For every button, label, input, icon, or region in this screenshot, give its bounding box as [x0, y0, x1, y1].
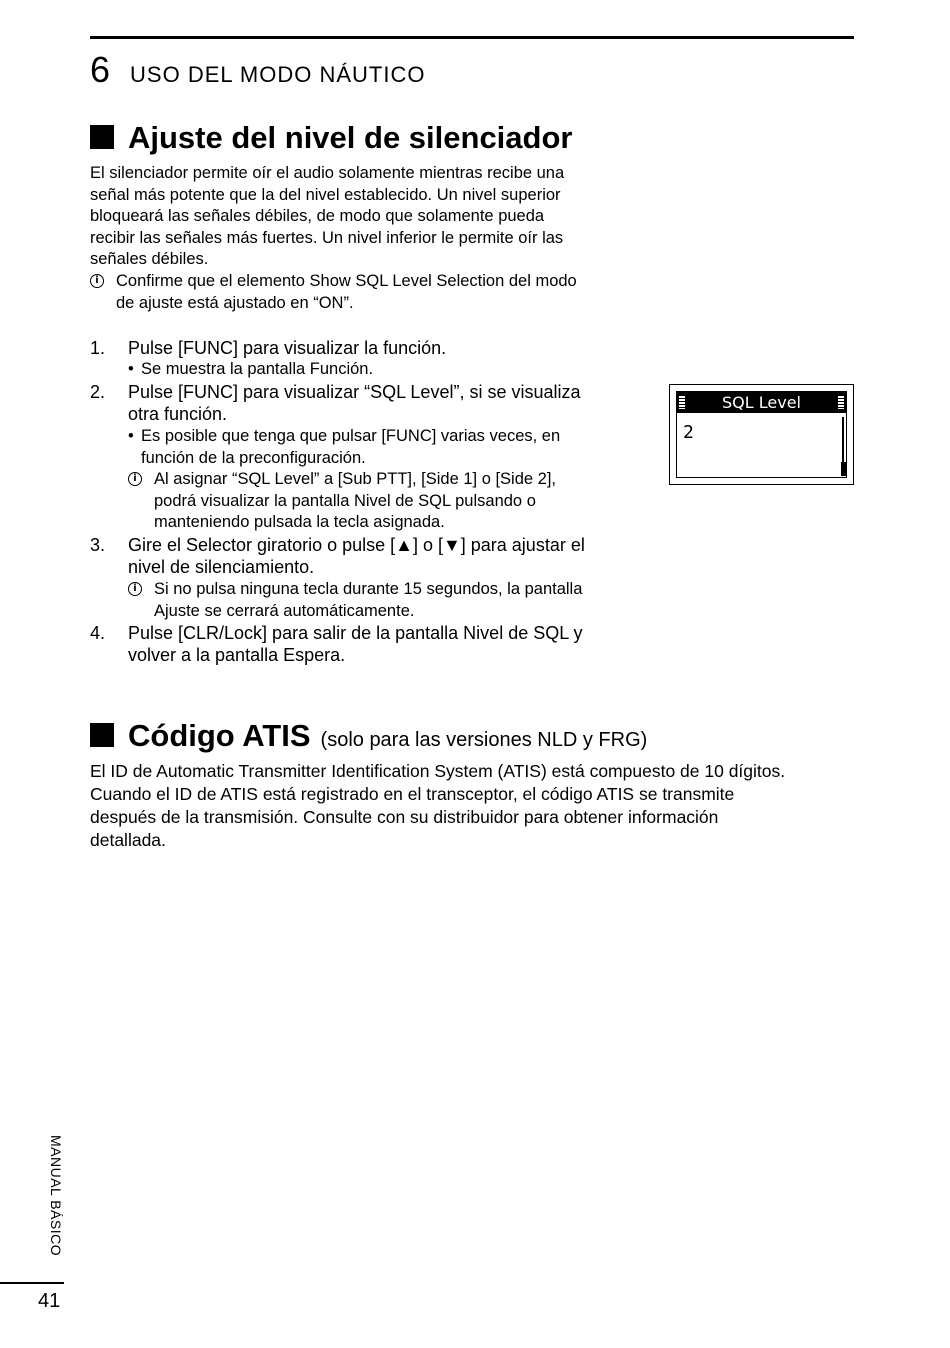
- chapter-title: USO DEL MODO NÁUTICO: [130, 62, 426, 87]
- note-line: manteniendo pulsada la tecla asignada.: [154, 513, 445, 531]
- lcd-title-bar: [677, 392, 846, 413]
- step-2-note: [128, 469, 556, 534]
- note-line: Ajuste se cerrará automáticamente.: [154, 601, 415, 620]
- atis-line: después de la transmisión. Consulte con su distribuidor para obtener información: [90, 807, 719, 827]
- square-bullet-icon: [90, 125, 114, 149]
- note-line: Confirme que el elemento Show SQL Level Selection del modo: [116, 272, 577, 290]
- bullet-dot: •: [128, 360, 134, 378]
- step-number: 4.: [90, 623, 106, 643]
- atis-line: Cuando el ID de ATIS está registrado en el transceptor, el código ATIS se transmite: [90, 784, 735, 804]
- side-manual-label: MANUAL BÁSICO: [48, 1135, 64, 1257]
- step-text: [128, 381, 581, 425]
- square-bullet-icon: [90, 723, 114, 747]
- step-1-bullet: [128, 359, 373, 381]
- section-heading-atis: [90, 718, 647, 754]
- info-circle-icon: i: [128, 472, 142, 486]
- step-2: [90, 381, 650, 427]
- step-line: Pulse [CLR/Lock] para salir de la pantalla Nivel de SQL y: [128, 623, 583, 643]
- lcd-title: SQL Level: [722, 393, 801, 412]
- intro-line: El silenciador permite oír el audio solamente mientras recibe una: [90, 164, 565, 182]
- note-line: Al asignar “SQL Level” a [Sub PTT], [Side 1] o [Side 2],: [154, 470, 557, 488]
- step-text: [128, 622, 583, 666]
- bullet-text: Se muestra la pantalla Función.: [141, 360, 374, 378]
- intro-note: [90, 271, 577, 314]
- step-line: Pulse [FUNC] para visualizar “SQL Level”, si se visualiza: [128, 382, 581, 402]
- step-number: 3.: [90, 535, 106, 555]
- info-circle-icon: i: [128, 582, 142, 596]
- bullet-text: Es posible que tenga que pulsar [FUNC] varias veces, en: [141, 427, 561, 445]
- step-4: [90, 622, 650, 668]
- step-number: 1.: [90, 338, 106, 358]
- section-title: Código ATIS: [128, 718, 311, 753]
- step-text: [128, 534, 585, 578]
- chapter-number: 6: [90, 49, 111, 90]
- step-line: nivel de silenciamiento.: [128, 557, 315, 577]
- bullet-dot: •: [128, 427, 134, 445]
- step-3-note: [128, 579, 582, 622]
- bullet-text: función de la preconfiguración.: [141, 448, 366, 467]
- intro-paragraph: [90, 163, 564, 271]
- intro-line: señal más potente que la del nivel establecido. Un nivel superior: [90, 185, 561, 204]
- intro-line: bloqueará las señales débiles, de modo que solamente pueda: [90, 207, 545, 225]
- note-line: de ajuste está ajustado en “ON”.: [116, 293, 354, 312]
- step-number: 2.: [90, 382, 106, 402]
- step-2-bullet: [128, 426, 560, 469]
- atis-paragraph: [90, 760, 785, 852]
- intro-line: recibir las señales más fuertes. Un nivel inferior le permite oír las: [90, 228, 564, 247]
- lcd-menu-bars-icon: [679, 396, 685, 409]
- atis-line: detallada.: [90, 830, 166, 850]
- step-1: [90, 337, 650, 361]
- lcd-scrollbar-knob: [841, 462, 846, 476]
- page-number: 41: [38, 1290, 61, 1312]
- chapter-header: [90, 50, 425, 94]
- step-line: otra función.: [128, 404, 228, 424]
- lcd-value: 2: [683, 422, 694, 443]
- note-line: podrá visualizar la pantalla Nivel de SQL pulsando o: [154, 491, 536, 510]
- top-rule: [90, 36, 854, 39]
- info-circle-icon: i: [90, 274, 104, 288]
- step-line: volver a la pantalla Espera.: [128, 645, 346, 665]
- atis-line: El ID de Automatic Transmitter Identification System (ATIS) está compuesto de 10 dígitos.: [90, 761, 786, 781]
- step-line: Gire el Selector giratorio o pulse [▲] o [▼] para ajustar el: [128, 535, 585, 555]
- section-subtitle: (solo para las versiones NLD y FRG): [320, 729, 648, 751]
- step-text: Pulse [FUNC] para visualizar la función.: [128, 338, 447, 358]
- note-line: Si no pulsa ninguna tecla durante 15 segundos, la pantalla: [154, 580, 583, 598]
- lcd-display: [676, 391, 847, 478]
- lcd-screen-illustration: [669, 384, 854, 485]
- footer-rule: [0, 1282, 64, 1284]
- section-heading-squelch: [90, 120, 572, 156]
- lcd-menu-bars-icon: [838, 396, 844, 409]
- intro-line: señales débiles.: [90, 250, 209, 268]
- step-3: [90, 534, 650, 580]
- section-title: Ajuste del nivel de silenciador: [128, 120, 573, 155]
